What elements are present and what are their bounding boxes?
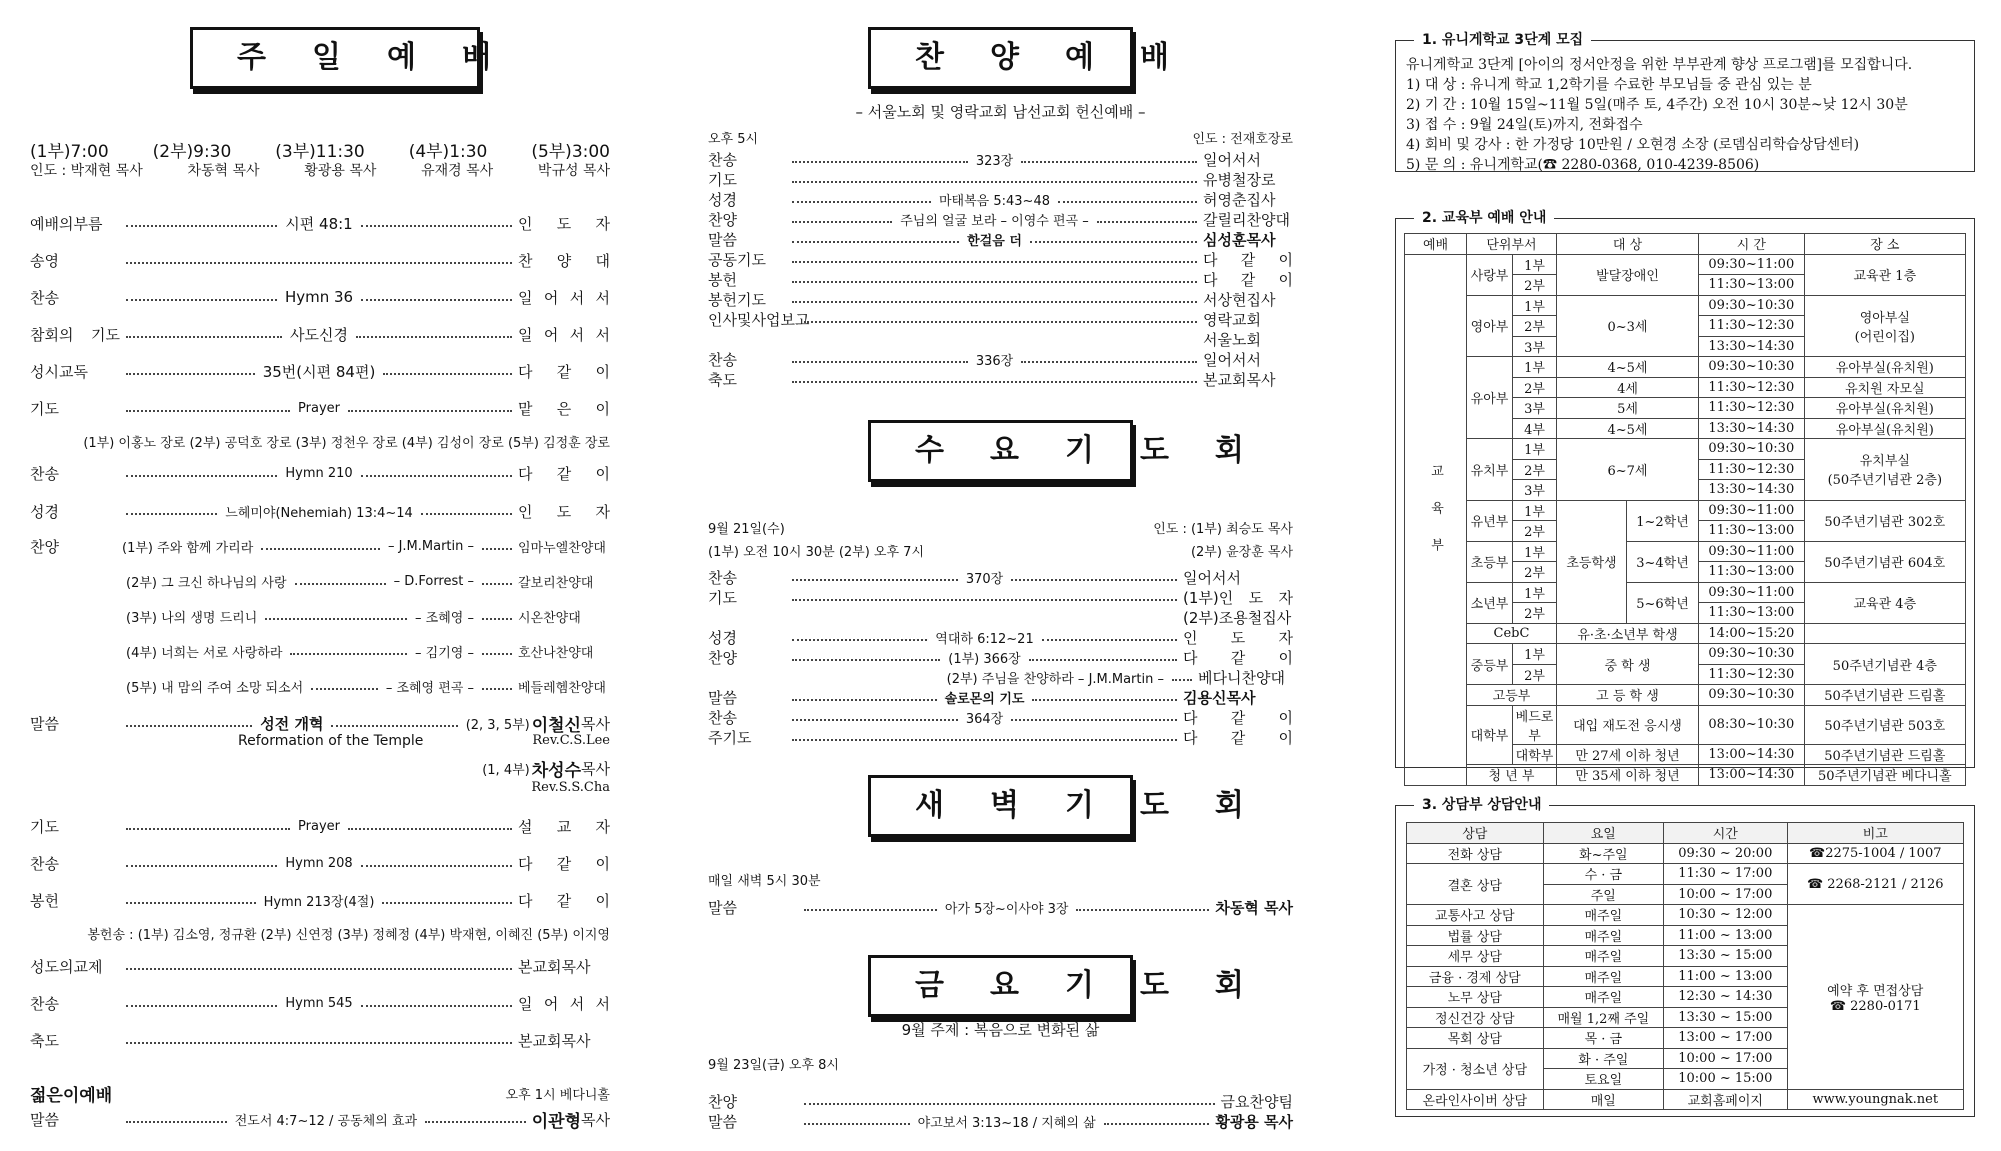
- table-row: 토요일 10:00 ~ 15:00: [1407, 1069, 1964, 1090]
- anthem-row: (4부) 너희는 서로 사랑하라 – 김기영 – 호산나찬양대: [126, 645, 594, 661]
- order-row: (2부)조용철집사: [1183, 608, 1292, 627]
- table-row: 2부 11:30~13:00: [1405, 521, 1966, 542]
- order-row: 참회의 기도 사도신경 일 어 서 서: [30, 325, 610, 344]
- dawn-row: 말씀 아가 5장~이사야 3장 차동혁 목사: [708, 898, 1294, 917]
- order-row: 서울노회: [1203, 330, 1261, 349]
- order-row: 말씀 한걸음 더 심성훈목사: [708, 230, 1276, 249]
- order-row: 찬송 Hymn 545 일 어 서 서: [30, 994, 611, 1013]
- leader-1: 인도 : 박재현 목사: [30, 163, 143, 179]
- order-row: 성경 마태복음 5:43~48 허영춘집사: [708, 190, 1276, 209]
- table-row: CebC 유·초·소년부 학생 14:00~15:20: [1405, 623, 1966, 644]
- anthem-row: 찬양 (1부) 주와 함께 가리라 – J.M.Martin – 임마누엘찬양대: [30, 537, 606, 556]
- table-row: 유치부 1부 6~7세 09:30~10:30 유치부실 (50주년기념관 2층): [1405, 439, 1966, 460]
- table-row: 3부 5세 11:30~12:30 유아부실(유치원): [1405, 398, 1966, 419]
- table-header: 비고: [1787, 823, 1963, 844]
- sunday-service: [30, 0, 610, 1151]
- leader-4: 유재경 목사: [421, 163, 494, 179]
- praise-header: 오후 5시 인도 : 전재호장로: [708, 131, 1293, 147]
- wednesday-header: 9월 21일(수) 인도 : (1부) 최승도 목사: [708, 521, 1293, 537]
- table-row: 고등부 고 등 학 생 09:30~10:30 50주년기념관 드림홀: [1405, 685, 1966, 706]
- notice-unige: [1395, 32, 1975, 173]
- order-row: 성경 느헤미야(Nehemiah) 13:4~14 인 도 자: [30, 502, 611, 521]
- praise-subtitle: – 서울노회 및 영락교회 남선교회 헌신예배 –: [855, 103, 1146, 121]
- order-row: 공동기도 다 같 이: [708, 250, 1293, 269]
- table-row: 3부 13:30~14:30: [1405, 480, 1966, 501]
- sermon-row: 말씀 성전 개혁 (2, 3, 5부) 이철신 목사: [30, 714, 610, 736]
- order-row: 봉헌 다 같 이: [708, 270, 1293, 289]
- table-header: 예배: [1405, 234, 1467, 255]
- order-row: 찬송 364장 다 같 이: [708, 708, 1293, 727]
- notice-counsel: [1395, 797, 1975, 1117]
- friday-theme: 9월 주제 : 복음으로 변화된 삶: [901, 1021, 1100, 1039]
- table-header: 시간: [1664, 823, 1787, 844]
- notices: [1395, 0, 1980, 1151]
- friday-row: 찬양 금요찬양팀: [708, 1092, 1293, 1111]
- order-row: 찬양 (1부) 366장 다 같 이: [708, 648, 1294, 667]
- table-row: 교육부 사랑부 1부 발달장애인 09:30~11:00 교육관 1층: [1405, 254, 1966, 275]
- table-row: 교통사고 상담 매주일 10:30 ~ 12:00 예약 후 면접상담 ☎ 2280-0171: [1407, 905, 1964, 926]
- table-row: 소년부 1부 5~6학년 09:30~11:00 교육관 4층: [1405, 582, 1966, 603]
- table-header: 시 간: [1699, 234, 1805, 255]
- sunday-title: 주일예배: [190, 27, 480, 89]
- friday-row: 말씀 야고보서 3:13~18 / 지혜의 삶 황광용 목사: [708, 1112, 1294, 1131]
- order-row: 인사및사업보고 영락교회: [708, 310, 1261, 329]
- time-4: (4부)1:30: [408, 142, 488, 162]
- table-row: 2부 4세 11:30~12:30 유치원 자모실: [1405, 377, 1966, 398]
- time-3: (3부)11:30: [275, 142, 365, 162]
- table-row: 유아부 1부 4~5세 09:30~10:30 유아부실(유치원): [1405, 357, 1966, 378]
- table-row: 2부 11:30~12:30: [1405, 664, 1966, 685]
- leader-5: 박규성 목사: [537, 163, 610, 179]
- order-row: 축도 본교회목사: [30, 1031, 591, 1050]
- preacher2-row: (1, 4부) 차성수 목사: [482, 759, 610, 781]
- anthem-row: (5부) 내 맘의 주여 소망 되소서 – 조혜영 편곡 – 베들레헴찬양대: [126, 680, 606, 696]
- counsel-table: [1406, 822, 1964, 1110]
- order-row: 축도 본교회목사: [708, 370, 1276, 389]
- table-row: 2부 11:30~13:00: [1405, 562, 1966, 583]
- table-header: 요일: [1543, 823, 1664, 844]
- table-header: 대 상: [1557, 234, 1699, 255]
- table-header: 장 소: [1804, 234, 1965, 255]
- table-row: 세무 상담 매주일 13:30 ~ 15:00: [1407, 946, 1964, 967]
- praise-title: 찬양예배: [868, 27, 1133, 89]
- notice-unige-title: 1. 유니게학교 3단계 모집: [1414, 29, 1591, 49]
- order-row: 찬송 370장 일어서서: [708, 568, 1241, 587]
- table-row: 유년부 1부 초등학생 1~2학년 09:30~11:00 50주년기념관 302호: [1405, 500, 1966, 521]
- table-row: 2부 11:30~12:30: [1405, 459, 1966, 480]
- offering-list: 봉헌송 : (1부) 김소영, 정규환 (2부) 신연정 (3부) 정혜정 (4부) 박재현, 이혜진 (5부) 이지영: [87, 928, 610, 943]
- table-row: 영아부 1부 0~3세 09:30~10:30 영아부실 (어린이집): [1405, 295, 1966, 316]
- anthem-row: (3부) 나의 생명 드리니 – 조혜영 – 시온찬양대: [126, 610, 581, 626]
- education-table: [1404, 233, 1966, 786]
- youth-header: 젊은이예배 오후 1시 베다니홀: [30, 1085, 610, 1106]
- order-row: 성시교독 35번(시편 84편) 다 같 이: [30, 362, 611, 381]
- order-row: 기도 Prayer 맡 은 이: [30, 399, 610, 418]
- order-row: 봉헌기도 서상현집사: [708, 290, 1276, 309]
- order-row: 봉헌 Hymn 213장(4절) 다 같 이: [30, 891, 611, 910]
- sermon-title-en: Reformation of the Temple: [238, 733, 424, 749]
- table-row: 온라인사이버 상담 매일 교회홈페이지 www.youngnak.net: [1407, 1089, 1964, 1110]
- prayer-list: (1부) 이홍노 장로 (2부) 공덕호 장로 (3부) 정천우 장로 (4부) 김성이 장로 (5부) 김정훈 장로: [83, 436, 610, 451]
- order-row: 성경 역대하 6:12~21 인 도 자: [708, 628, 1293, 647]
- table-row: 금융 · 경제 상담 매주일 11:00 ~ 13:00: [1407, 966, 1964, 987]
- table-row: 정신건강 상담 매월 1,2째 주일 13:30 ~ 15:00: [1407, 1007, 1964, 1028]
- order-row: 말씀 솔로몬의 기도 김용신목사: [708, 688, 1256, 707]
- table-row: 가정 · 청소년 상담 화 · 주일 10:00 ~ 17:00: [1407, 1048, 1964, 1069]
- order-row: 찬송 323장 일어서서: [708, 150, 1261, 169]
- order-row: 찬양 주님의 얼굴 보라 – 이영수 편곡 – 갈릴리찬양대: [708, 210, 1290, 229]
- wednesday-header-2: (1부) 오전 10시 30분 (2부) 오후 7시 (2부) 윤장훈 목사: [708, 544, 1293, 560]
- notice-education-title: 2. 교육부 예배 안내: [1414, 207, 1554, 227]
- table-row: 대학부 만 27세 이하 청년 13:00~14:30 50주년기념관 드림홀: [1405, 744, 1966, 765]
- dawn-title: 새벽기도회: [868, 775, 1133, 837]
- order-row: 찬송 Hymn 36 일 어 서 서: [30, 288, 611, 307]
- time-5: (5부)3:00: [531, 142, 610, 162]
- table-row: 노무 상담 매주일 12:30 ~ 14:30: [1407, 987, 1964, 1008]
- time-2: (2부)9:30: [152, 142, 232, 162]
- order-row: 기도 (1부)인 도 자: [708, 588, 1293, 607]
- preacher2-en: Rev.S.S.Cha: [531, 780, 610, 795]
- order-row: 기도 유병철장로: [708, 170, 1276, 189]
- order-row: 찬송 336장 일어서서: [708, 350, 1261, 369]
- order-row: 예배의부름 시편 48:1 인 도 자: [30, 214, 610, 233]
- leader-3: 황광용 목사: [304, 163, 377, 179]
- evening-services: [708, 0, 1293, 1151]
- table-row: 청 년 부 만 35세 이하 청년 13:00~14:30 50주년기념관 베다니홀: [1405, 765, 1966, 786]
- wednesday-title: 수요기도회: [868, 420, 1133, 482]
- service-times: [30, 137, 610, 162]
- table-row: 2부 11:30~13:00: [1405, 275, 1966, 296]
- dawn-time: 매일 새벽 5시 30분: [708, 873, 821, 889]
- table-row: 2부 11:30~13:00: [1405, 603, 1966, 624]
- table-row: 중등부 1부 중 학 생 09:30~10:30 50주년기념관 4층: [1405, 644, 1966, 665]
- order-row: 기도 Prayer 설 교 자: [30, 817, 610, 836]
- order-row: 송영 찬 양 대: [30, 251, 610, 270]
- table-row: 전화 상담 화~주일 09:30 ~ 20:00 ☎2275-1004 / 1007: [1407, 843, 1964, 864]
- table-row: 대학부 베드로부 대입 재도전 응시생 08:30~10:30 50주년기념관 503호: [1405, 705, 1966, 744]
- order-row: 찬송 Hymn 208 다 같 이: [30, 854, 611, 873]
- table-row: 주일 10:00 ~ 17:00: [1407, 884, 1964, 905]
- notice-unige-body: 유니게학교 3단계 [아이의 정서안정을 위한 부부관계 향상 프로그램]를 모집합니다. 1) 대 상 : 유니게 학교 1,2학기를 수료한 부모님들 중 관심 있는 분 2) 기 간 : 10월 15일~11월 5일(매주 토, 4주간) 오전 10시 30분~낮 12시 30분 3) 접 수 : 9월 24일(토)까지, 전화접수 4) 회비 및 강사 : 한 가정당 10만원 / 오현경 소장 (로뎀심리학습상담센터) 5) 문 의 : 유니게학교(☎ 2280-0368, 010-4239-8506): [1406, 57, 1913, 173]
- table-header: 상담: [1407, 823, 1544, 844]
- leader-2: 차동혁 목사: [187, 163, 260, 179]
- service-leaders: [30, 160, 610, 180]
- table-row: 3부 13:30~14:30: [1405, 336, 1966, 357]
- table-row: 초등부 1부 3~4학년 09:30~11:00 50주년기념관 604호: [1405, 541, 1966, 562]
- table-header: 단위부서: [1467, 234, 1557, 255]
- table-row: 4부 4~5세 13:30~14:30 유아부실(유치원): [1405, 418, 1966, 439]
- notice-education: [1395, 210, 1975, 785]
- friday-date: 9월 23일(금) 오후 8시: [708, 1057, 839, 1073]
- table-row: 법률 상담 매주일 11:00 ~ 13:00: [1407, 925, 1964, 946]
- order-row: 성도의교제 본교회목사: [30, 957, 591, 976]
- youth-row: 말씀 전도서 4:7~12 / 공동체의 효과 이관형 목사: [30, 1110, 610, 1132]
- friday-title: 금요기도회: [868, 955, 1133, 1017]
- order-row: 찬송 Hymn 210 다 같 이: [30, 464, 611, 483]
- table-row: 목회 상담 목 · 금 13:00 ~ 17:00: [1407, 1028, 1964, 1049]
- order-row: 주기도 다 같 이: [708, 728, 1293, 747]
- anthem-row: (2부) 그 크신 하나님의 사랑 – D.Forrest – 갈보리찬양대: [126, 573, 594, 591]
- order-row: (2부) 주님을 찬양하라 – J.M.Martin – 베다니찬양대: [946, 668, 1285, 687]
- notice-counsel-title: 3. 상담부 상담안내: [1414, 794, 1549, 814]
- table-row: 결혼 상담 수 · 금 11:30 ~ 17:00 ☎ 2268-2121 / 2126: [1407, 864, 1964, 885]
- group-cell: 교육부: [1405, 254, 1467, 785]
- preacher1-en: Rev.C.S.Lee: [532, 733, 610, 748]
- table-row: 2부 11:30~12:30: [1405, 316, 1966, 337]
- time-1: (1부)7:00: [30, 142, 109, 162]
